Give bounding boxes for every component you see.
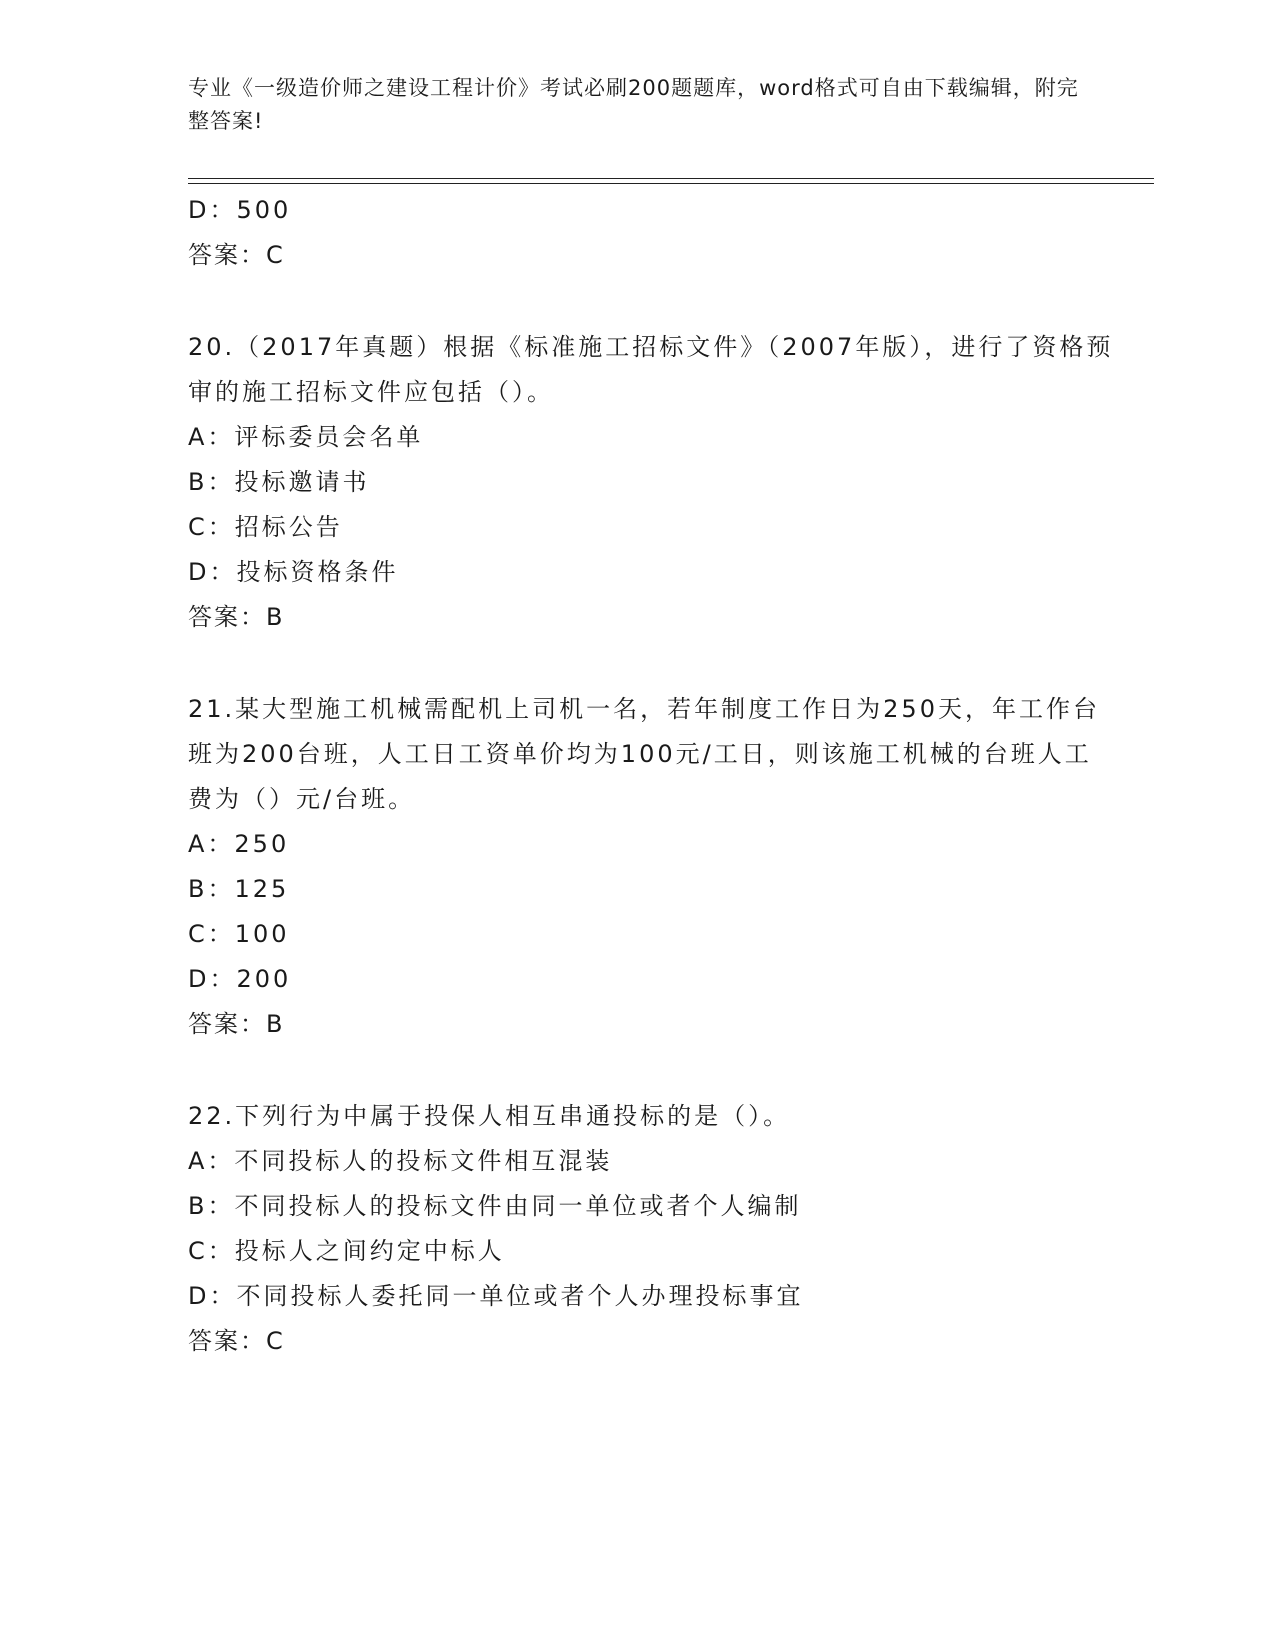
header-divider-top xyxy=(188,178,1154,179)
option-a: A：评标委员会名单 xyxy=(188,423,424,451)
answer: 答案：C xyxy=(188,1327,285,1355)
option-d: D：不同投标人委托同一单位或者个人办理投标事宜 xyxy=(188,1282,804,1310)
question-stem: 20.（2017年真题）根据《标准施工招标文件》（2007年版），进行了资格预审的施工招标文件应包括（）。 xyxy=(188,333,1114,406)
option-c: C：100 xyxy=(188,920,290,948)
option-d: D：投标资格条件 xyxy=(188,558,399,586)
answer: 答案：C xyxy=(188,241,285,269)
option-b: B：不同投标人的投标文件由同一单位或者个人编制 xyxy=(188,1192,802,1220)
answer: 答案：B xyxy=(188,1010,285,1038)
document-header xyxy=(188,72,1088,138)
option-a: A：250 xyxy=(188,830,290,858)
option-d: D：200 xyxy=(188,965,292,993)
option-d: D：500 xyxy=(188,196,292,224)
spacer xyxy=(188,1047,1118,1094)
option-a: A：不同投标人的投标文件相互混装 xyxy=(188,1147,613,1175)
header-title: 专业《一级造价师之建设工程计价》考试必刷200题题库，word格式可自由下载编辑，附完整答案! xyxy=(188,76,1079,133)
option-c: C：投标人之间约定中标人 xyxy=(188,1237,505,1265)
question-22 xyxy=(188,1094,1118,1364)
option-b: B：投标邀请书 xyxy=(188,468,370,496)
question-stem: 21.某大型施工机械需配机上司机一名，若年制度工作日为250天，年工作台班为200台班，人工日工资单价均为100元/工日，则该施工机械的台班人工费为（）元/台班。 xyxy=(188,695,1100,813)
document-body xyxy=(188,188,1118,1364)
spacer xyxy=(188,278,1118,325)
option-c: C：招标公告 xyxy=(188,513,343,541)
question-21 xyxy=(188,687,1118,1047)
question-20 xyxy=(188,325,1118,640)
question-stem: 22.下列行为中属于投保人相互串通投标的是（）。 xyxy=(188,1102,791,1130)
spacer xyxy=(188,640,1118,687)
header-divider-bottom xyxy=(188,183,1154,184)
option-b: B：125 xyxy=(188,875,290,903)
answer: 答案：B xyxy=(188,603,285,631)
